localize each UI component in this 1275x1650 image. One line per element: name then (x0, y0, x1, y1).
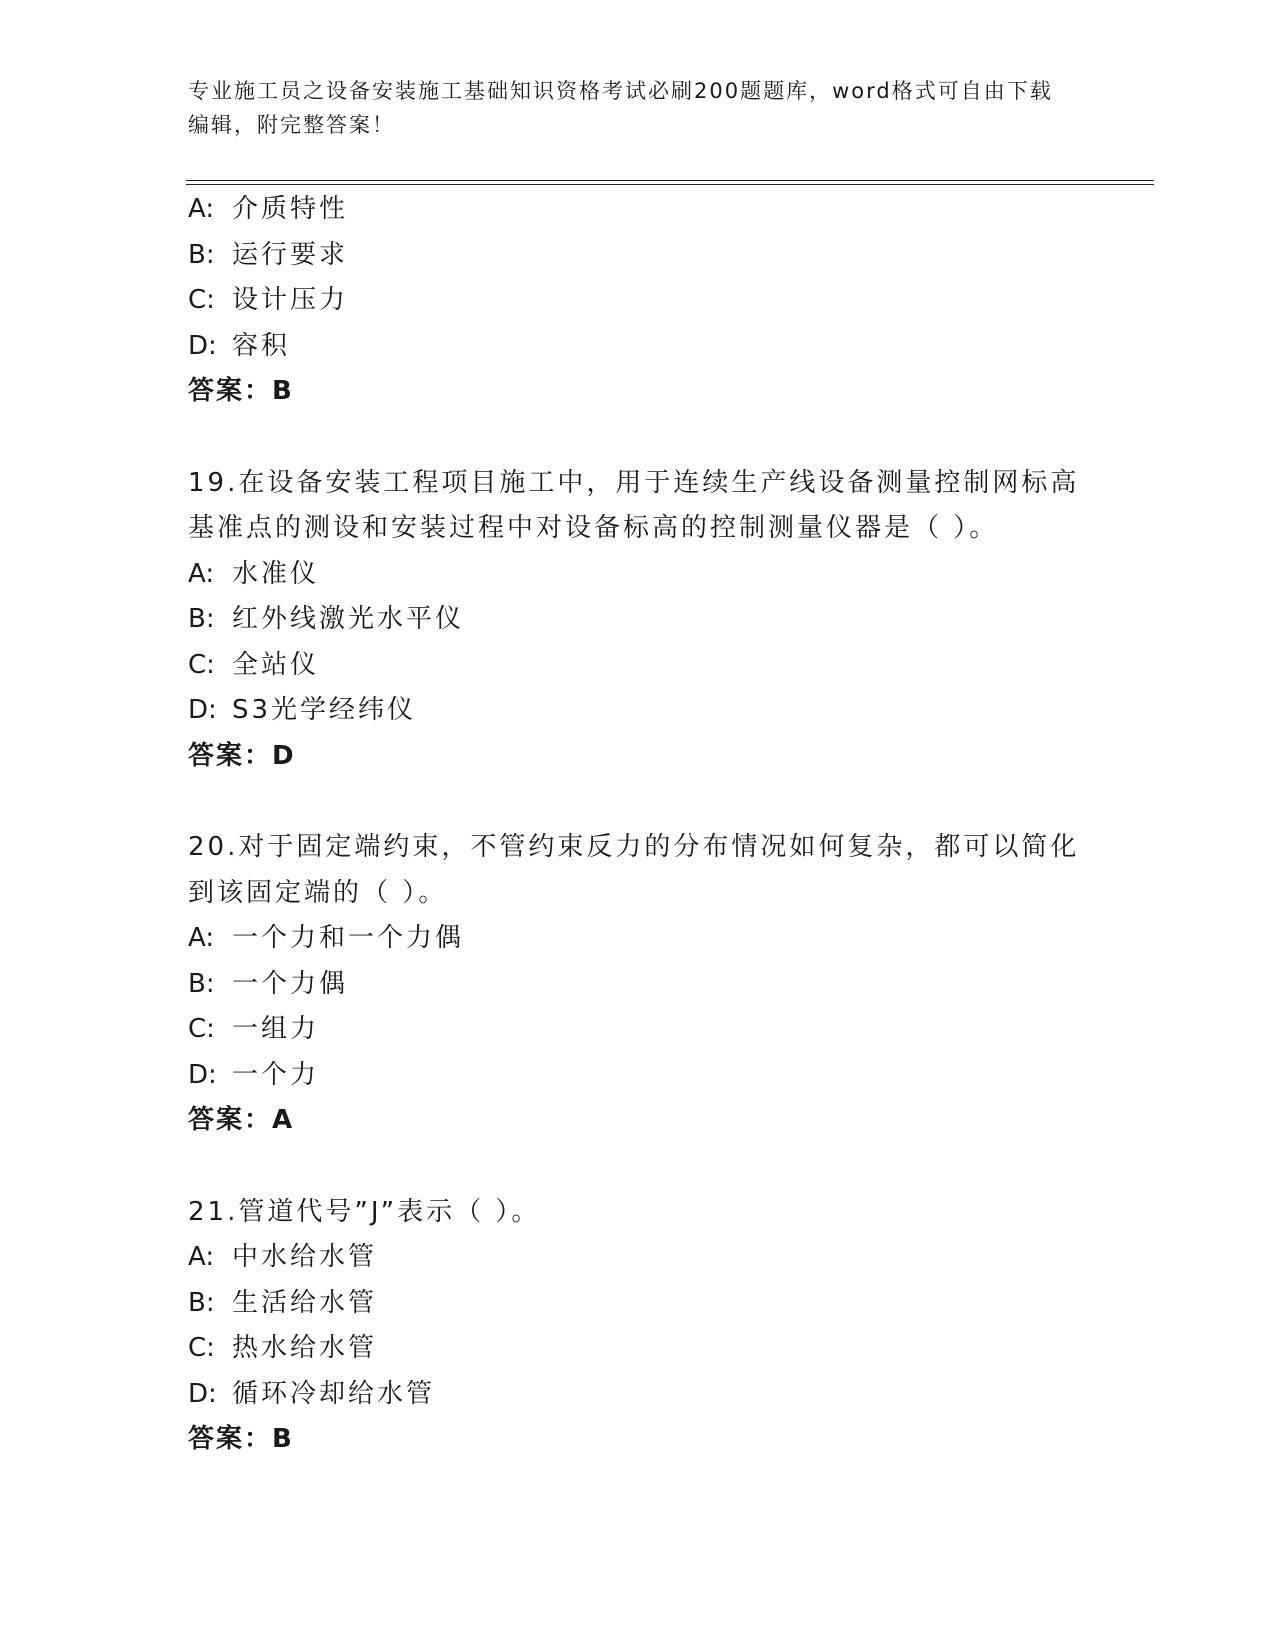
question-block-18 (188, 187, 1088, 415)
option-d (188, 1372, 1088, 1418)
option-key: C: (188, 1333, 215, 1363)
header-divider-top (186, 180, 1154, 181)
option-b (188, 1281, 1088, 1327)
option-key: C: (188, 649, 215, 680)
option-key: B: (188, 604, 215, 634)
option-key: C: (188, 1014, 215, 1044)
option-text: 设计压力 (232, 285, 349, 315)
option-text: 介质特性 (232, 194, 349, 224)
option-text: 热水给水管 (232, 1333, 378, 1363)
option-text: 水准仪 (232, 558, 320, 589)
document-header: 专业施工员之设备安装施工基础知识资格考试必刷200题题库，word格式可自由下载编辑，附完整答案！ (188, 79, 1053, 137)
option-d (188, 688, 1088, 734)
option-key: A: (188, 194, 215, 224)
option-key: C: (188, 285, 215, 315)
option-d (188, 1053, 1088, 1099)
answer-line: 答案：B (188, 1424, 294, 1454)
option-a (188, 916, 1088, 962)
option-key: A: (188, 1242, 215, 1272)
question-stem: 21.管道代号”J”表示（ ）。 (188, 1196, 541, 1227)
option-key: A: (188, 923, 215, 953)
option-key: D: (188, 695, 217, 725)
option-text: 一个力 (232, 1059, 320, 1090)
option-d (188, 324, 1088, 370)
answer-line: 答案：A (188, 1105, 295, 1135)
option-b (188, 597, 1088, 643)
option-a (188, 187, 1088, 233)
option-c (188, 278, 1088, 324)
option-text: 全站仪 (232, 649, 320, 680)
question-block-21 (188, 1190, 1088, 1463)
question-list (188, 187, 1088, 1463)
option-text: 容积 (232, 330, 291, 361)
question-block-20 (188, 825, 1088, 1144)
option-key: D: (188, 1378, 217, 1409)
option-key: D: (188, 1059, 217, 1090)
option-text: 生活给水管 (232, 1287, 378, 1318)
option-a (188, 1235, 1088, 1281)
option-text: 一个力偶 (232, 968, 349, 999)
question-block-19 (188, 461, 1088, 780)
option-text: 一组力 (232, 1014, 320, 1044)
option-b (188, 233, 1088, 279)
option-key: A: (188, 558, 215, 589)
option-c (188, 643, 1088, 689)
option-key: B: (188, 968, 215, 999)
option-text: 中水给水管 (232, 1242, 378, 1272)
option-a (188, 552, 1088, 598)
header-divider-bottom (186, 184, 1154, 185)
option-key: D: (188, 330, 217, 361)
option-b (188, 962, 1088, 1008)
option-text: 运行要求 (232, 239, 349, 270)
answer-line: 答案：B (188, 376, 294, 406)
question-stem: 20.对于固定端约束，不管约束反力的分布情况如何复杂，都可以简化到该固定端的（ ）。 (188, 832, 1080, 908)
question-stem: 19.在设备安装工程项目施工中，用于连续生产线设备测量控制网标高基准点的测设和安装过程中对设备标高的控制测量仪器是（ ）。 (188, 467, 1080, 543)
option-key: B: (188, 239, 215, 270)
option-key: B: (188, 1287, 215, 1318)
option-c (188, 1007, 1088, 1053)
option-c (188, 1326, 1088, 1372)
answer-line: 答案：D (188, 740, 296, 771)
option-text: 循环冷却给水管 (232, 1378, 436, 1409)
option-text: S3光学经纬仪 (232, 695, 417, 725)
option-text: 红外线激光水平仪 (232, 604, 465, 634)
option-text: 一个力和一个力偶 (232, 923, 465, 953)
